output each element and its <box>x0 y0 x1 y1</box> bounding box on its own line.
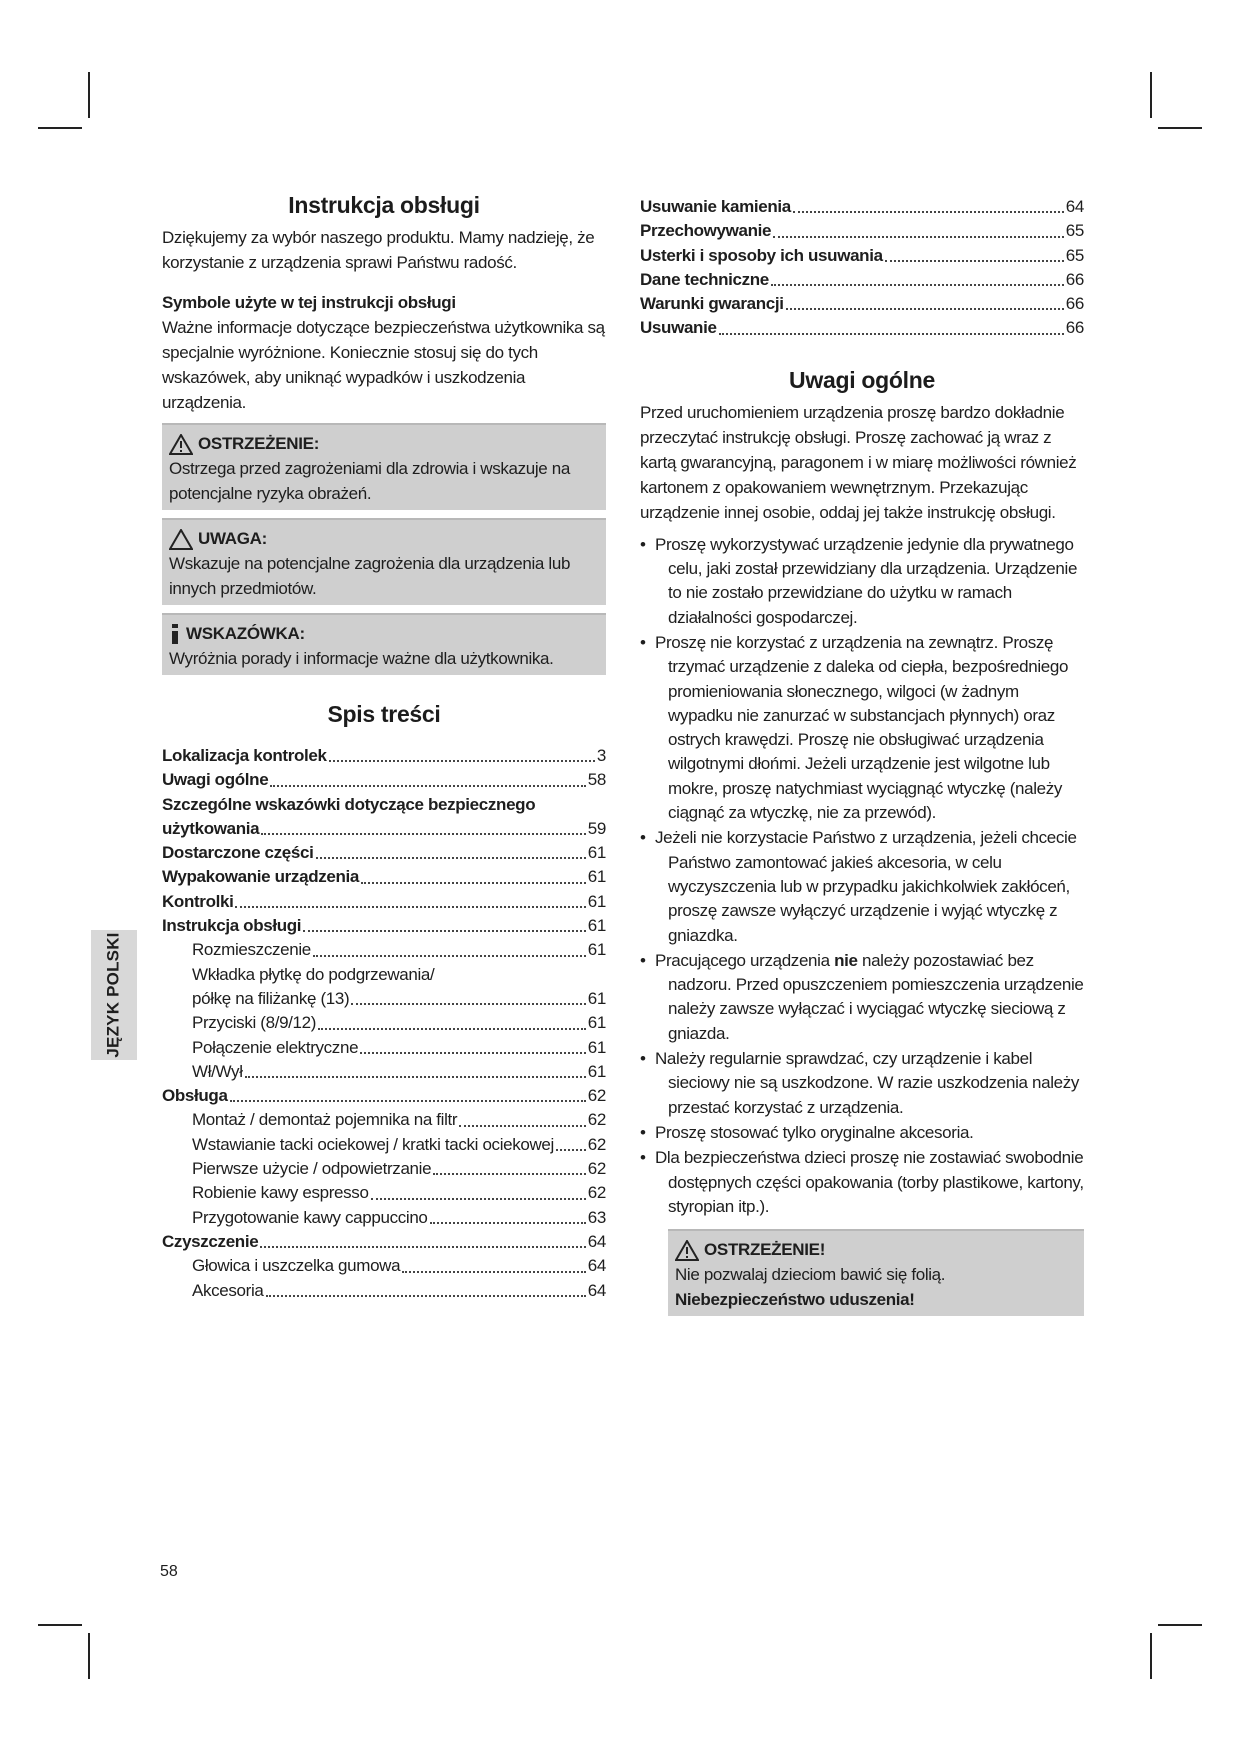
list-item: • Dla bezpieczeństwa dzieci proszę nie zostawiać swobodnie dostępnych części opakowania (torby plastikowe, kartony, styropian itp.). <box>640 1146 1084 1219</box>
toc-leader-dots <box>245 1076 586 1078</box>
toc-entry <box>162 793 606 817</box>
toc-entry-page: 64 <box>587 1280 606 1300</box>
toc-entry-title: Usuwanie <box>640 318 717 338</box>
toc-entry-title: Wł/Wył <box>192 1061 243 1081</box>
symbols-text: Ważne informacje dotyczące bezpieczeństwa użytkownika są specjalnie wyróżnione. Koniecznie stosuj się do tych wskazówek, aby uniknąć wypadków i uszkodzenia urządzenia. <box>162 318 605 412</box>
toc-leader-dots <box>786 308 1064 310</box>
child-warning-text: Nie pozwalaj dzieciom bawić się folią. Niebezpieczeństwo uduszenia! <box>675 1265 946 1310</box>
toc-entry-page: 62 <box>587 1159 606 1179</box>
toc-entry-title: Montaż / demontaż pojemnika na filtr <box>192 1110 458 1130</box>
toc-leader-dots <box>793 211 1064 213</box>
toc-entry-title: Lokalizacja kontrolek <box>162 746 327 765</box>
toc-leader-dots <box>318 1028 586 1030</box>
toc-entry-title: Przechowywanie <box>640 221 772 241</box>
list-item: • Proszę wykorzystywać urządzenie jedynie dla prywatnego celu, jaki został przewidziany dla urządzenia. Urządzenie to nie zostało przewidziane do użytku w ramach działalności gospodarczej. <box>640 533 1084 630</box>
toc-entry-title: Dostarczone części <box>162 843 314 863</box>
toc-entry-title: Usuwanie kamienia <box>640 197 791 216</box>
language-side-tab <box>91 930 137 1060</box>
table-of-contents <box>162 744 606 1303</box>
toc-entry <box>162 938 606 962</box>
toc-entry-page: 61 <box>587 891 606 911</box>
toc-entry-page: 61 <box>587 1013 606 1033</box>
toc-entry <box>162 963 606 987</box>
toc-leader-dots <box>433 1173 586 1175</box>
toc-entry <box>162 1060 606 1084</box>
toc-entry-page: 61 <box>587 940 606 960</box>
caution-box <box>162 518 606 605</box>
general-notes-title: Uwagi ogólne <box>789 366 935 393</box>
toc-entry <box>162 1230 606 1254</box>
toc-entry-page: 66 <box>1065 269 1084 289</box>
toc-leader-dots <box>719 333 1064 335</box>
symbols-heading: Symbole użyte w tej instrukcji obsługi <box>162 293 456 312</box>
toc-leader-dots <box>360 1052 586 1054</box>
child-warning-box <box>668 1229 1084 1316</box>
toc-entry-page: 61 <box>587 867 606 887</box>
toc-leader-dots <box>303 930 586 932</box>
toc-entry-title: Przyciski (8/9/12) <box>192 1013 317 1033</box>
toc-entry-title: Wstawianie tacki ociekowej / kratki tacki ociekowej <box>192 1134 554 1154</box>
toc-leader-dots <box>329 760 595 762</box>
list-item: • Jeżeli nie korzystacie Państwo z urządzenia, jeżeli chcecie Państwo zamontować jakieś akcesoria, w celu wyczyszczenia lub w przypadku jakichkolwiek zakłóceń, proszę zawsze wyłączyć urządzenie i wyjąć wtyczkę z gniazdka. <box>640 826 1084 947</box>
caution-text: Wskazuje na potencjalne zagrożenia dla urządzenia lub innych przedmiotów. <box>169 554 571 598</box>
toc-leader-dots <box>266 1295 586 1297</box>
toc-entry-title: Warunki gwarancji <box>640 294 784 314</box>
toc-entry-title: Wkładka płytkę do podgrzewania/ <box>192 964 435 984</box>
toc-entry <box>162 1181 606 1205</box>
intro-text: Dziękujemy za wybór naszego produktu. Mamy nadzieję, że korzystanie z urządzenia sprawi Państwu radość. <box>162 228 595 272</box>
toc-entry-title: użytkowania <box>162 818 260 838</box>
toc-entry-page: 59 <box>587 818 606 838</box>
toc-entry-page: 64 <box>587 1256 606 1276</box>
toc-leader-dots <box>260 1246 585 1248</box>
page-title: Instrukcja obsługi <box>288 192 480 218</box>
toc-entry-page: 65 <box>1065 245 1084 265</box>
toc-entry <box>162 1084 606 1108</box>
crop-mark <box>1150 72 1152 118</box>
toc-entry-page: 63 <box>587 1207 606 1227</box>
general-notes-intro: Przed uruchomieniem urządzenia proszę bardzo dokładnie przeczytać instrukcję obsługi. Proszę zachować ją wraz z kartą gwarancyjną, paragonem i w miarę możliwości również kartonem z opakowaniem wewnętrznym. Przekazując urządzenie innej osobie, oddaj jej także instrukcję obsługi. <box>640 402 1077 522</box>
toc-entry <box>162 817 606 841</box>
toc-entry-title: Obsługa <box>162 1086 228 1106</box>
toc-entry-title: Instrukcja obsługi <box>162 916 302 936</box>
toc-entry-page: 66 <box>1065 294 1084 314</box>
toc-entry <box>162 987 606 1011</box>
hint-box <box>162 613 606 675</box>
toc-entry-title: Uwagi ogólne <box>162 770 269 790</box>
toc-entry-page: 61 <box>587 916 606 936</box>
toc-leader-dots <box>371 1198 586 1200</box>
table-of-contents-continued <box>640 195 1084 341</box>
toc-leader-dots <box>313 955 586 957</box>
hint-title: WSKAZÓWKA: <box>186 624 305 643</box>
list-item: • Proszę stosować tylko oryginalne akcesoria. <box>640 1121 1084 1145</box>
toc-leader-dots <box>235 906 585 908</box>
toc-entry-title: Głowica i uszczelka gumowa <box>192 1256 401 1276</box>
toc-entry <box>640 195 1084 219</box>
list-item: • Należy regularnie sprawdzać, czy urządzenie i kabel sieciowy nie są uszkodzone. W razie uszkodzenia należy przestać korzystać z urządzenia. <box>640 1047 1084 1120</box>
toc-entry <box>162 841 606 865</box>
toc-entry-page: 61 <box>587 1037 606 1057</box>
toc-entry-title: półkę na filiżankę (13) <box>192 988 350 1008</box>
toc-entry-title: Rozmieszczenie <box>192 940 311 960</box>
info-icon <box>169 623 181 645</box>
toc-entry-page: 61 <box>587 1061 606 1081</box>
crop-mark <box>88 1633 90 1679</box>
warning-text: Ostrzega przed zagrożeniami dla zdrowia i wskazuje na potencjalne ryzyka obrażeń. <box>169 459 570 503</box>
toc-entry-title: Usterki i sposoby ich usuwania <box>640 245 883 265</box>
toc-leader-dots <box>771 284 1064 286</box>
warning-triangle-icon <box>169 434 193 455</box>
warning-title: OSTRZEŻENIE: <box>198 434 320 453</box>
crop-mark <box>1150 1633 1152 1679</box>
toc-title: Spis treści <box>327 701 441 727</box>
list-item: • Proszę nie korzystać z urządzenia na zewnątrz. Proszę trzymać urządzenie z daleka od ciepła, bezpośredniego promieniowania słonecznego, wilgoci (w żadnym wypadku nie zanurzać w substancjach płynnych) oraz ostrych krawędzi. Proszę nie obsługiwać urządzenia wilgotnymi dłońmi. Jeżeli urządzenie jest wilgotne lub mokre, proszę natychmiast wyciągnąć wtyczkę (należy ciągnąć za wtyczkę, nie za przewód). <box>640 631 1084 825</box>
safety-list <box>640 533 1084 1219</box>
crop-mark <box>1158 1624 1202 1626</box>
toc-leader-dots <box>261 833 586 835</box>
toc-entry <box>162 1254 606 1278</box>
crop-mark <box>38 127 82 129</box>
toc-entry <box>162 865 606 889</box>
toc-leader-dots <box>402 1271 586 1273</box>
toc-entry <box>162 744 606 768</box>
toc-entry-page: 65 <box>1065 221 1084 241</box>
right-column <box>640 195 1084 1316</box>
toc-entry <box>640 244 1084 268</box>
child-warning-title: OSTRZEŻENIE! <box>704 1240 826 1260</box>
warning-box <box>162 423 606 510</box>
caution-triangle-icon <box>169 529 193 550</box>
toc-entry <box>162 890 606 914</box>
toc-entry-page: 62 <box>587 1110 606 1130</box>
toc-entry-page: 3 <box>596 746 606 765</box>
toc-entry-page: 58 <box>587 770 606 790</box>
toc-entry-title: Przygotowanie kawy cappuccino <box>192 1207 428 1227</box>
toc-entry-title: Robienie kawy espresso <box>192 1183 369 1203</box>
toc-leader-dots <box>885 260 1064 262</box>
toc-entry <box>162 1036 606 1060</box>
language-tab-label: JĘZYK POLSKI <box>104 932 124 1058</box>
toc-entry-page: 64 <box>1065 197 1084 216</box>
toc-entry <box>640 292 1084 316</box>
toc-leader-dots <box>773 236 1064 238</box>
toc-entry-page: 61 <box>587 843 606 863</box>
toc-entry-page: 62 <box>587 1183 606 1203</box>
toc-entry-title: Połączenie elektryczne <box>192 1037 359 1057</box>
toc-entry-title: Wypakowanie urządzenia <box>162 867 359 887</box>
toc-leader-dots <box>351 1003 585 1005</box>
crop-mark <box>1158 127 1202 129</box>
toc-entry <box>162 768 606 792</box>
toc-entry-title: Akcesoria <box>192 1280 264 1300</box>
toc-entry-title: Dane techniczne <box>640 269 769 289</box>
toc-entry <box>162 1133 606 1157</box>
toc-entry <box>640 316 1084 340</box>
toc-entry-title: Czyszczenie <box>162 1231 259 1251</box>
toc-leader-dots <box>361 882 586 884</box>
toc-leader-dots <box>459 1125 586 1127</box>
warning-triangle-icon <box>675 1240 699 1261</box>
toc-entry-title: Szczególne wskazówki dotyczące bezpiecznego <box>162 794 536 814</box>
toc-entry-title: Pierwsze użycie / odpowietrzanie <box>192 1159 432 1179</box>
toc-entry <box>640 219 1084 243</box>
page-number: 58 <box>160 1563 178 1580</box>
hint-text: Wyróżnia porady i informacje ważne dla użytkownika. <box>169 649 554 668</box>
toc-entry-page: 61 <box>587 988 606 1008</box>
toc-entry-title: Kontrolki <box>162 891 234 911</box>
left-column <box>162 192 606 1303</box>
toc-leader-dots <box>316 857 586 859</box>
toc-leader-dots <box>430 1222 586 1224</box>
toc-leader-dots <box>556 1149 586 1151</box>
toc-leader-dots <box>270 785 585 787</box>
crop-mark <box>38 1624 82 1626</box>
toc-entry <box>162 1279 606 1303</box>
crop-mark <box>88 72 90 118</box>
toc-entry-page: 62 <box>587 1134 606 1154</box>
toc-entry-page: 66 <box>1065 318 1084 338</box>
toc-entry <box>640 268 1084 292</box>
toc-entry <box>162 1011 606 1035</box>
toc-entry-page: 64 <box>587 1231 606 1251</box>
toc-leader-dots <box>230 1100 586 1102</box>
toc-entry <box>162 1206 606 1230</box>
toc-entry <box>162 914 606 938</box>
toc-entry-page: 62 <box>587 1086 606 1106</box>
caution-title: UWAGA: <box>198 529 268 548</box>
toc-entry <box>162 1108 606 1132</box>
list-item: • Pracującego urządzenia nie należy pozostawiać bez nadzoru. Przed opuszczeniem pomieszczenia urządzenie należy zawsze wyłączać i wyciągać wtyczkę sieciową z gniazda. <box>640 949 1084 1046</box>
toc-entry <box>162 1157 606 1181</box>
